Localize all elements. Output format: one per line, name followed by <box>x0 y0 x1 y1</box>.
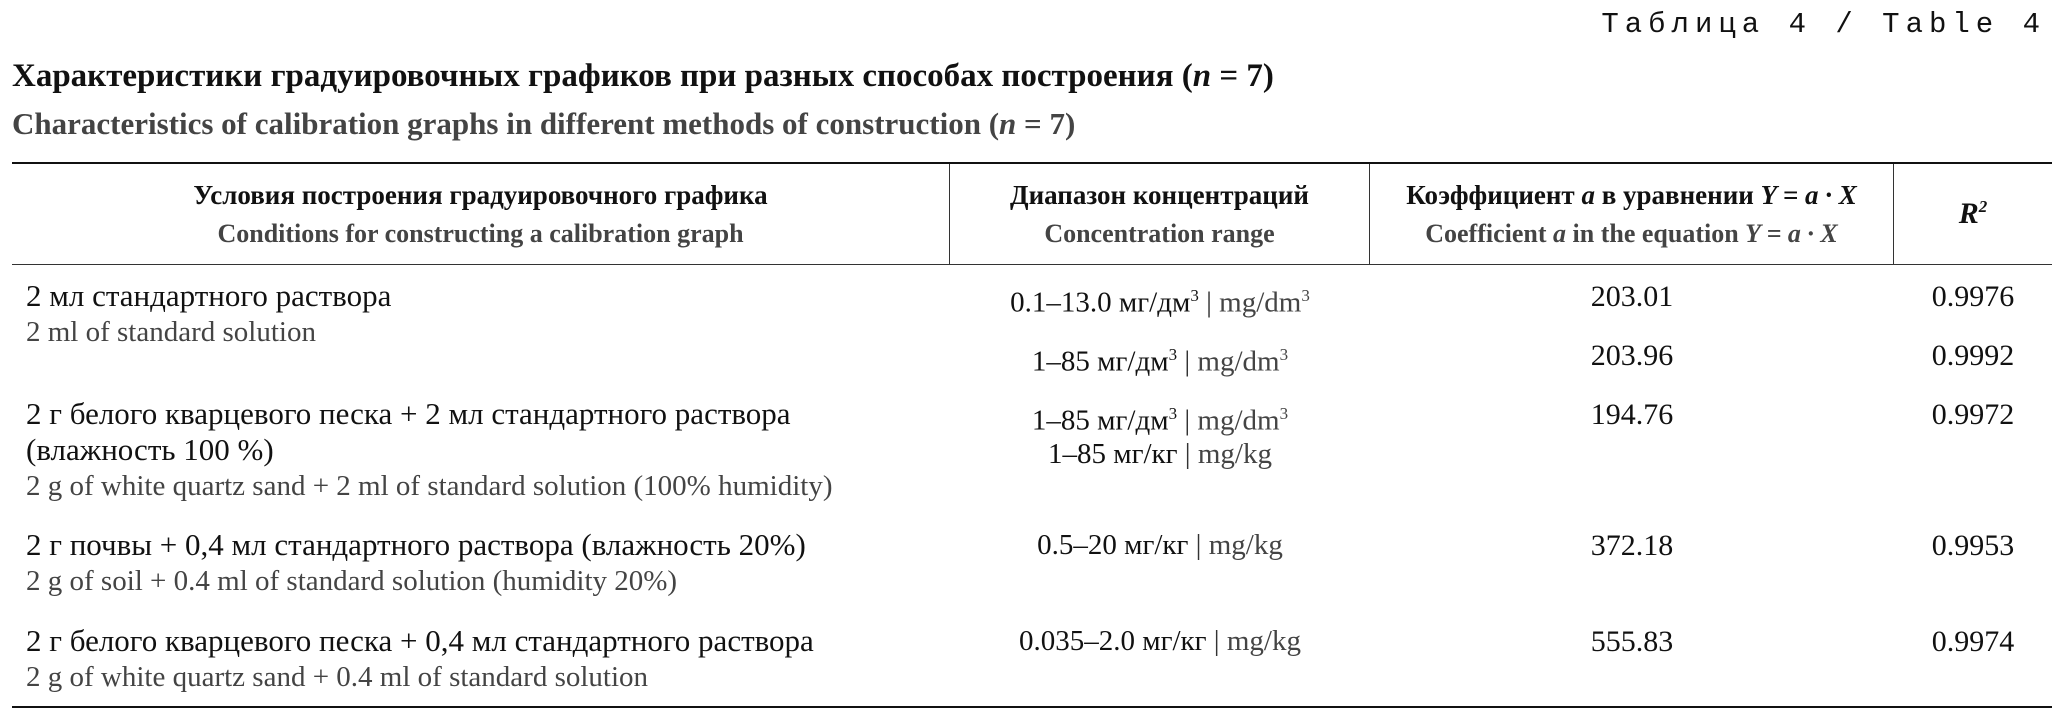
row-3-r2: 0.9953 <box>1931 529 2015 562</box>
row-2-r2: 0.9972 <box>1931 398 2015 431</box>
row-1a-range: 0.1–13.0 $мг/дм^3$ | $mg/dm^3$ <box>1010 286 1310 319</box>
header-r2 <box>1894 164 2052 264</box>
row-4-condition-en: 2 g of white quartz sand + 0.4 ml of standard solution <box>26 661 649 693</box>
header-conditions-ru: Условия построения градуировочного графика <box>193 179 768 210</box>
header-range-en: Concentration range <box>1044 218 1275 248</box>
header-range-ru: Диапазон концентраций <box>1010 179 1309 210</box>
row-1b-r2: 0.9992 <box>1931 339 2015 372</box>
row-1-condition-ru: 2 мл стандартного раствора <box>26 278 392 313</box>
header-bottom-rule <box>12 264 2052 265</box>
row-2-condition-ru-line2: (влажность 100 %) <box>26 432 274 467</box>
row-3-range: 0.5–20 мг/кг | mg/kg <box>1037 529 1283 561</box>
row-1a-r2: 0.9976 <box>1931 280 2015 313</box>
header-range <box>950 164 1370 264</box>
row-4-range: 0.035–2.0 мг/кг | mg/kg <box>1019 625 1301 657</box>
header-coefficient-ru: Коэффициент a в уравнении Y = a · X <box>1406 179 1857 210</box>
row-2-condition-en: 2 g of white quartz sand + 2 ml of standard solution (100% humidity) <box>26 470 833 502</box>
row-1a-coefficient: 203.01 <box>1590 280 1674 313</box>
row-3-coefficient: 372.18 <box>1590 529 1674 562</box>
table-title-en: Characteristics of calibration graphs in different methods of construction (n = 7) <box>12 106 1076 141</box>
row-4-condition-ru: 2 г белого кварцевого песка + 0,4 мл стандартного раствора <box>26 623 814 658</box>
table-title-ru: Характеристики градуировочных графиков при разных способах построения (n = 7) <box>12 58 1274 94</box>
header-r2-symbol: $R^2$ <box>1958 197 1988 230</box>
header-coefficient-en: Coefficient a in the equation Y = a · X <box>1425 218 1838 248</box>
row-2-range-2: 1–85 мг/кг | mg/kg <box>1048 438 1272 470</box>
table-bottom-rule <box>12 706 2052 708</box>
row-3-condition-ru: 2 г почвы + 0,4 мл стандартного раствора (влажность 20%) <box>26 527 806 562</box>
header-coefficient <box>1370 164 1894 264</box>
row-4-coefficient: 555.83 <box>1590 625 1674 658</box>
header-conditions-en: Conditions for constructing a calibration graph <box>217 218 744 248</box>
header-conditions <box>12 164 950 264</box>
row-4-r2: 0.9974 <box>1931 625 2015 658</box>
row-3-condition-en: 2 g of soil + 0.4 ml of standard solution (humidity 20%) <box>26 565 678 597</box>
row-2-condition-ru-line1: 2 г белого кварцевого песка + 2 мл стандартного раствора <box>26 396 791 431</box>
row-1b-range: 1–85 $мг/дм^3$ | $mg/dm^3$ <box>1031 345 1289 378</box>
row-1b-coefficient: 203.96 <box>1590 339 1674 372</box>
row-1-condition-en: 2 ml of standard solution <box>26 316 316 348</box>
row-2-coefficient: 194.76 <box>1590 398 1674 431</box>
row-2-range-1: 1–85 $мг/дм^3$ | $mg/dm^3$ <box>1031 404 1289 437</box>
table-number-label: Таблица 4 / Table 4 <box>1601 8 2046 41</box>
